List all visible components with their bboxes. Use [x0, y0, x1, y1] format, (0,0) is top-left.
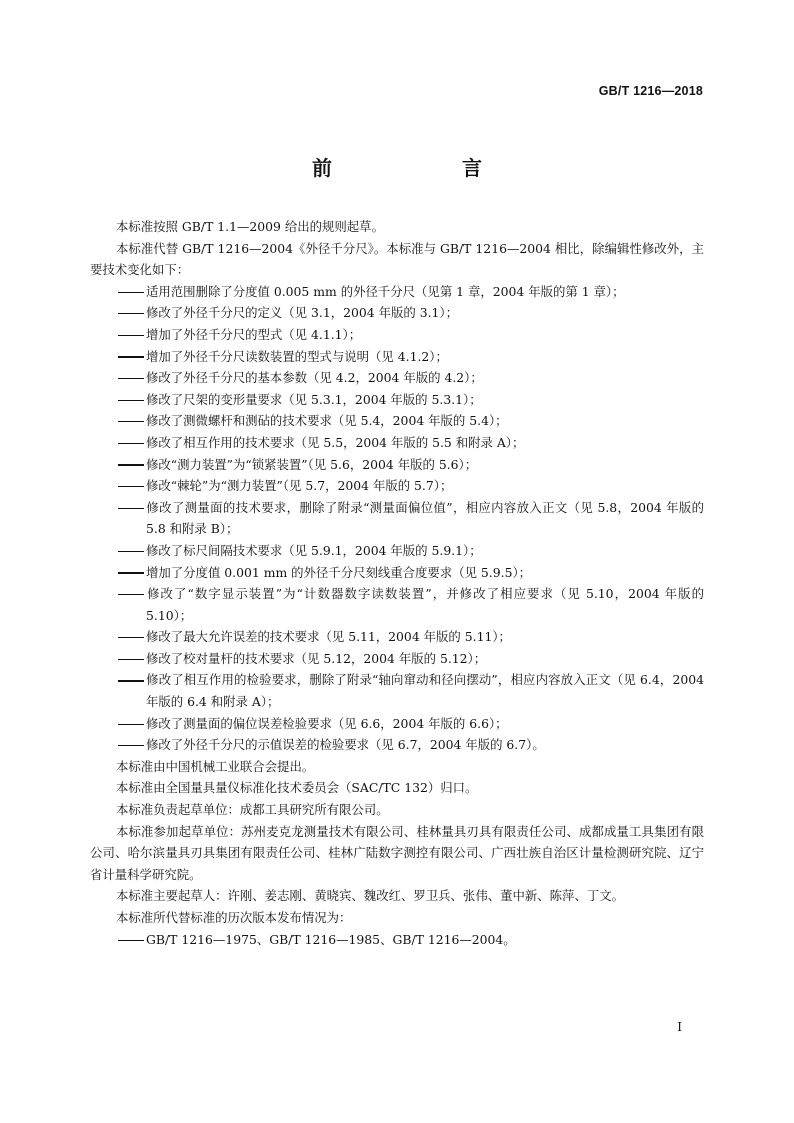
change-text: 修改了相互作用的检验要求，删除了附录“轴向窜动和径向摆动”，相应内容放入正文（见 6.4，2004 年版的 6.4 和附录 A）；	[146, 672, 704, 710]
change-item	[90, 734, 704, 756]
change-item	[90, 497, 704, 540]
change-text: 修改了标尺间隔技术要求（见 5.9.1，2004 年版的 5.9.1）；	[146, 542, 482, 558]
standard-code: GB/T 1216—2018	[598, 84, 703, 98]
paragraph-replaces: 本标准代替 GB/T 1216—2004《外径千分尺》。本标准与 GB/T 1216—2004 相比，除编辑性修改外，主要技术变化如下：	[90, 240, 704, 278]
dash-mark	[118, 432, 146, 454]
change-item	[90, 281, 704, 303]
change-item	[90, 540, 704, 562]
change-item	[90, 669, 704, 712]
dash-mark	[118, 346, 146, 368]
paragraph-drafters: 本标准主要起草人：许刚、姜志刚、黄晓宾、魏改红、罗卫兵、张伟、董中新、陈萍、丁文。	[116, 888, 625, 904]
dash-mark	[118, 540, 146, 562]
change-text: 修改了“数字显示装置”为“计数器数字读数装置”，并修改了相应要求（见 5.10，2004 年版的 5.10）；	[146, 586, 704, 623]
paragraph-participating-units: 本标准参加起草单位：苏州麦克龙测量技术有限公司、桂林量具刃具有限责任公司、成都成量工具集团有限公司、哈尔滨量具刃具集团有限责任公司、桂林广陆数字测控有限公司、广西壮族自治区计量检测研究院、辽宁省计量科学研究院。	[90, 823, 704, 882]
change-item	[90, 475, 704, 497]
change-text: 修改了测量面的偏位误差检验要求（见 6.6，2004 年版的 6.6）；	[146, 715, 508, 731]
change-text: 修改“测力装置”为“锁紧装置”（见 5.6，2004 年版的 5.6）；	[146, 456, 478, 472]
foreword-body	[90, 216, 704, 950]
paragraph-proposed-by: 本标准由中国机械工业联合会提出。	[116, 758, 315, 774]
history-item	[90, 929, 704, 951]
change-item	[90, 626, 704, 648]
change-text: 增加了外径千分尺读数装置的型式与说明（见 4.1.2）；	[146, 348, 448, 364]
history-text: GB/T 1216—1975、GB/T 1216—1985、GB/T 1216—2004。	[146, 931, 516, 947]
dash-mark	[118, 324, 146, 346]
dash-mark	[118, 713, 146, 735]
change-item	[90, 324, 704, 346]
change-text: 增加了外径千分尺的型式（见 4.1.1）；	[146, 326, 362, 342]
change-text: 增加了分度值 0.001 mm 的外径千分尺刻线重合度要求（见 5.9.5）；	[146, 564, 532, 580]
dash-mark	[118, 497, 146, 519]
change-text: 修改了最大允许误差的技术要求（见 5.11，2004 年版的 5.11）；	[146, 629, 511, 645]
paragraph-drafting-rules: 本标准按照 GB/T 1.1—2009 给出的规则起草。	[116, 219, 384, 234]
dash-mark	[118, 583, 146, 605]
changes-list	[90, 281, 704, 756]
paragraph-under-jurisdiction: 本标准由全国量具量仪标准化技术委员会（SAC/TC 132）归口。	[116, 780, 478, 796]
change-text: 适用范围删除了分度值 0.005 mm 的外径千分尺（见第 1 章，2004 年版的第 1 章）；	[146, 283, 625, 299]
change-item	[90, 410, 704, 432]
change-text: 修改了外径千分尺的基本参数（见 4.2，2004 年版的 4.2）；	[146, 370, 483, 386]
dash-mark	[118, 302, 146, 324]
dash-mark	[118, 454, 146, 476]
change-item	[90, 346, 704, 368]
dash-mark	[118, 281, 146, 303]
dash-mark	[118, 367, 146, 389]
change-text: 修改了测微螺杆和测砧的技术要求（见 5.4，2004 年版的 5.4）；	[146, 413, 508, 429]
change-text: 修改了外径千分尺的示值误差的检验要求（见 6.7，2004 年版的 6.7）。	[146, 737, 545, 753]
change-item	[90, 302, 704, 324]
change-text: 修改“棘轮”为“测力装置”（见 5.7，2004 年版的 5.7）；	[146, 478, 453, 494]
paragraph-history-intro: 本标准所代替标准的历次版本发布情况为：	[116, 910, 352, 925]
change-item	[90, 713, 704, 735]
change-text: 修改了尺架的变形量要求（见 5.3.1，2004 年版的 5.3.1）；	[146, 391, 482, 407]
dash-mark	[118, 929, 146, 951]
change-item	[90, 562, 704, 584]
change-text: 修改了校对量杆的技术要求（见 5.12，2004 年版的 5.12）；	[146, 650, 487, 666]
change-item	[90, 432, 704, 454]
change-text: 修改了外径千分尺的定义（见 3.1，2004 年版的 3.1）；	[146, 305, 458, 321]
page-title: 前 言	[312, 156, 512, 180]
dash-mark	[118, 626, 146, 648]
page-number: I	[677, 1020, 682, 1034]
dash-mark	[118, 389, 146, 411]
dash-mark	[118, 562, 146, 584]
change-text: 修改了相互作用的技术要求（见 5.5，2004 年版的 5.5 和附录 A）；	[146, 434, 525, 450]
change-item	[90, 454, 704, 476]
change-item	[90, 648, 704, 670]
dash-mark	[118, 669, 146, 691]
change-item	[90, 389, 704, 411]
change-item	[90, 367, 704, 389]
dash-mark	[118, 734, 146, 756]
dash-mark	[118, 410, 146, 432]
change-item	[90, 583, 704, 626]
paragraph-drafting-unit: 本标准负责起草单位：成都工具研究所有限公司。	[116, 802, 389, 818]
dash-mark	[118, 648, 146, 670]
change-text: 修改了测量面的技术要求，删除了附录“测量面偏位值”，相应内容放入正文（见 5.8，2004 年版的 5.8 和附录 B）；	[146, 499, 704, 537]
dash-mark	[118, 475, 146, 497]
